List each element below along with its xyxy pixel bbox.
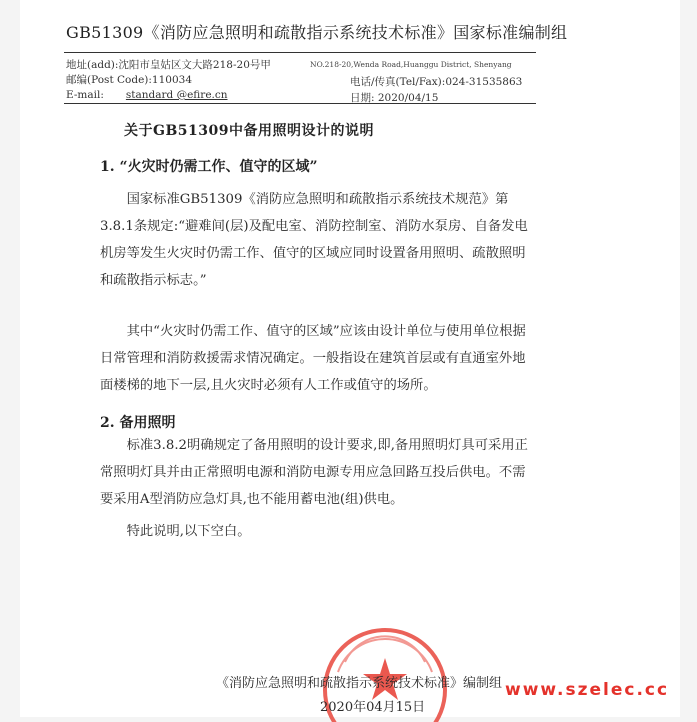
document-title: 关于GB51309中备用照明设计的说明 <box>124 123 374 139</box>
phone-fax: 电话/传真(Tel/Fax):024-31535863 <box>350 76 523 88</box>
section1-paragraph-2: 其中“火灾时仍需工作、值守的区域”应该由设计单位与使用单位根据日常管理和消防救援需求情况确定。一般指设在建筑首层或有直通室外地面楼梯的地下一层,且火灾时必须有人工作或值守的场所。 <box>100 324 526 393</box>
letterhead-title: GB51309《消防应急照明和疏散指示系统技术标准》国家标准编制组 <box>66 23 568 42</box>
email-value: standard @efire.cn <box>125 89 228 101</box>
header-date: 日期: 2020/04/15 <box>350 92 439 104</box>
header-rule-bottom <box>64 103 536 104</box>
section1-heading: 1. “火灾时仍需工作、值守的区域” <box>100 159 318 175</box>
email-label: E-mail: <box>66 89 104 101</box>
address-cn: 地址(add):沈阳市皇姑区文大路218-20号甲 <box>66 59 271 71</box>
footer-date: 2020年04月15日 <box>320 700 426 715</box>
footer-signatory: 《消防应急照明和疏散指示系统技术标准》编制组 <box>216 676 503 691</box>
section2-paragraph-1: 标准3.8.2明确规定了备用照明的设计要求,即,备用照明灯具可采用正常照明灯具并由正常照明电源和消防电源专用应急回路互投后供电。不需要采用A型消防应急灯具,也不能用蓄电池(组)供电。 <box>100 438 528 507</box>
postcode: 邮编(Post Code):110034 <box>66 74 193 86</box>
closing-note: 特此说明,以下空白。 <box>126 524 251 539</box>
section1-paragraph-1: 国家标准GB51309《消防应急照明和疏散指示系统技术规范》第3.8.1条规定:“避难间(层)及配电室、消防控制室、消防水泵房、自备发电机房等发生火灾时仍需工作、值守的区域应同时设置备用照明、疏散照明和疏散指示标志。” <box>100 192 528 288</box>
header-rule-top <box>64 52 536 53</box>
document-page <box>20 0 680 717</box>
section2-heading: 2. 备用照明 <box>100 415 176 431</box>
email-row <box>66 89 228 101</box>
site-watermark: www.szelec.cc <box>505 680 670 700</box>
address-en: NO.218-20,Wenda Road,Huanggu District, Shenyang <box>310 60 512 69</box>
